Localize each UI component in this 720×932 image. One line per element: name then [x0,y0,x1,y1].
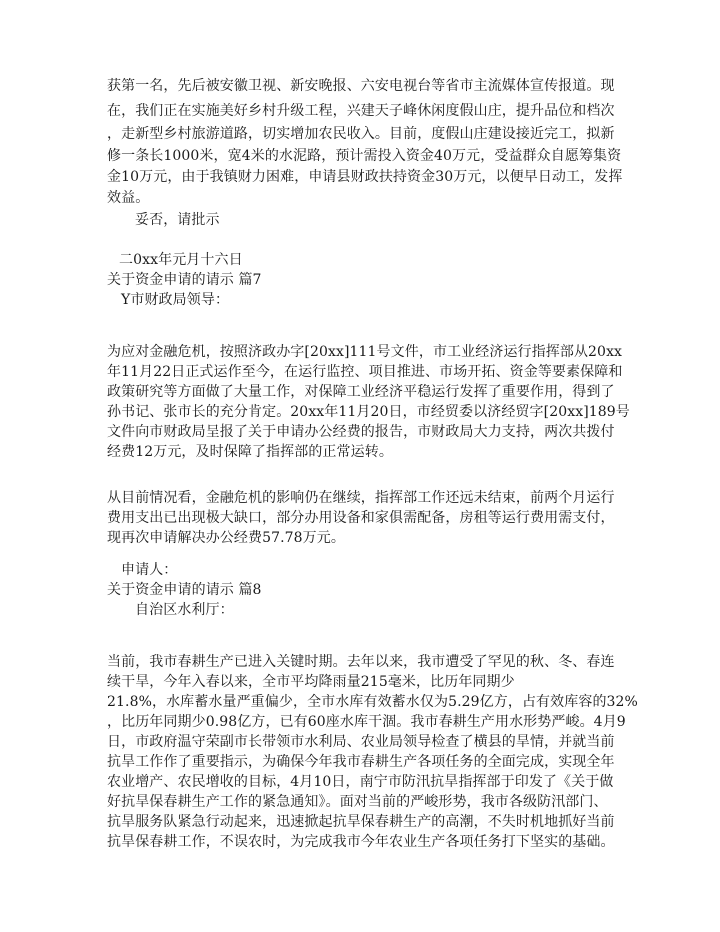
text-line: 抗旱工作作了重要指示，为确保今年我市春耕生产各项任务的全面完成，实现全年 [107,754,615,770]
text-line: 抗旱服务队紧急行动起来，迅速掀起抗旱保春耕生产的高潮，不失时机地抓好当前 [107,814,615,830]
text-line: 为应对金融危机，按照济政办字[20xx]111号文件，市工业经济运行指挥部从20xx [107,344,623,360]
text-line: 获第一名，先后被安徽卫视、新安晚报、六安电视台等省市主流媒体宣传报道。现 [107,78,615,94]
text-line: 续干旱，今年入春以来，全市平均降雨量215毫米，比历年同期少 [107,674,515,690]
applicant-line: 申请人： [121,562,178,578]
approval-request: 妥否，请批示 [135,212,220,228]
salutation: Y市财政局领导： [121,292,230,308]
text-line: 年11月22日正式运作至今，在运行监控、项目推进、市场开拓、资金等要素保障和 [107,364,623,380]
text-line: 费用支出已出现极大缺口，部分办用设备和家俱需配备，房租等运行费用需支付， [107,510,615,526]
date-line: 二0xx年元月十六日 [119,252,243,268]
text-line: 好抗旱保春耕生产工作的紧急通知》。面对当前的严峻形势，我市各级防汛部门、 [107,794,608,810]
text-line: 现再次申请解决办公经费57.78万元。 [107,530,345,546]
text-line: 孙书记、张市长的充分肯定。20xx年11月20日，市经贸委以济经贸字[20xx]189号 [107,404,630,420]
text-line: 金10万元，由于我镇财力困难，申请县财政扶持资金30万元，以便早日动工，发挥 [107,169,623,185]
text-line: 文件向市财政局呈报了关于申请办公经费的报告，市财政局大力支持，两次共拨付 [107,424,615,440]
text-line: 日，市政府温守荣副市长带领市水利局、农业局领导检查了横县的旱情，并就当前 [107,734,615,750]
text-line: ，走新型乡村旅游道路，切实增加农民收入。目前，度假山庄建设接近完工，拟新 [107,126,615,142]
text-line: 抗旱保春耕工作，不误农时，为完成我市今年农业生产各项任务打下坚实的基础。 [107,834,615,850]
text-line: 修一条长1000米，宽4米的水泥路，预计需投入资金40万元，受益群众自愿筹集资 [107,148,622,164]
text-line: 农业增产、农民增收的目标，4月10日，南宁市防汛抗旱指挥部于印发了《关于做 [107,774,614,790]
text-line: 效益。 [107,190,150,206]
text-line: 当前，我市春耕生产已进入关键时期。去年以来，我市遭受了罕见的秋、冬、春连 [107,654,615,670]
text-line: 21.8%，水库蓄水量严重偏少，全市水库有效蓄水仅为5.29亿方，占有效库容的32% [107,694,638,710]
text-line: 从目前情况看，金融危机的影响仍在继续，指挥部工作还远未结束，前两个月运行 [107,490,615,506]
section-heading: 关于资金申请的请示 篇7 [107,272,262,288]
text-line: 在，我们正在实施美好乡村升级工程，兴建天子峰休闲度假山庄，提升品位和档次 [107,103,615,119]
salutation: 自治区水利厅： [135,602,234,618]
text-line: 政策研究等方面做了大量工作，对保障工业经济平稳运行发挥了重要作用，得到了 [107,384,615,400]
text-line: 经费12万元，及时保障了指挥部的正常运转。 [107,444,393,460]
text-line: ，比历年同期少0.98亿方，已有60座水库干涸。我市春耕生产用水形势严峻。4月9 [107,714,626,730]
section-heading: 关于资金申请的请示 篇8 [107,582,262,598]
